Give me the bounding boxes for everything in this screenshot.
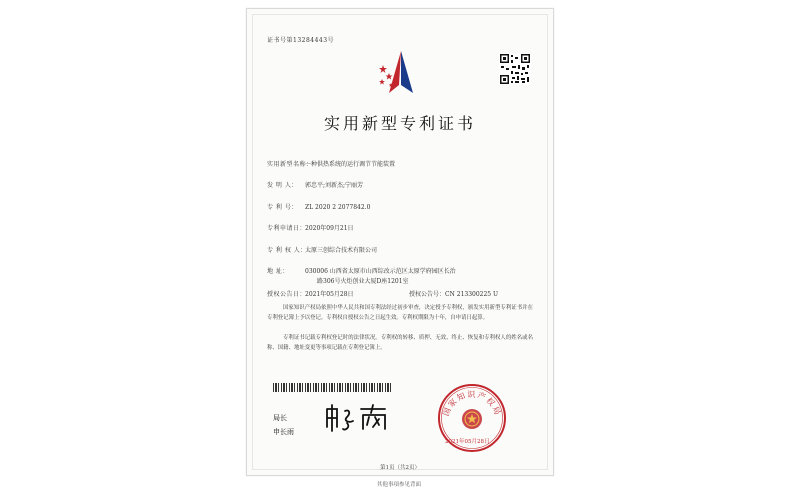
field-value: 030006 山西省太原市山西综改示范区太原学府园区长治 [305, 268, 456, 275]
cnipa-logo [375, 49, 425, 97]
field-value: 2020年09月21日 [305, 225, 354, 232]
legal-status-paragraph: 专利证书记载专利权登记时的法律状况。专利权的转移、质押、无效、终止、恢复和专利权人的姓名或名称、国籍、地址变更等事项记载在专利登记簿上。 [267, 335, 533, 351]
field-value: 太原三创综合技术有限公司 [305, 247, 378, 254]
field-label: 发 明 人： [267, 182, 298, 189]
handwritten-signature [323, 403, 393, 433]
seal-date: 2021年05月28日 [445, 439, 490, 445]
grant-paragraph: 国家知识产权局依照中华人民共和国专利法经过初步审查，决定授予专利权，颁发实用新型专利证书并在专利登记簿上予以登记。专利权自授权公告之日起生效。专利权期限为十年，自申请日起算。 [267, 305, 533, 321]
field-application-date [267, 223, 354, 232]
field-patentee [267, 245, 377, 254]
field-label: 实用新型名称： [267, 161, 313, 168]
field-label: 地 址： [267, 268, 289, 275]
field-utility-model-name [267, 159, 395, 168]
signer-role: 局长 [273, 414, 287, 422]
certificate-number: 证书号第13284443号 [267, 37, 335, 44]
field-address [267, 266, 456, 275]
field-value: 2021年05月28日 [305, 291, 354, 298]
field-grant-date [267, 289, 354, 298]
field-label: 专 利 号： [267, 204, 298, 211]
signer-name: 申长雨 [273, 428, 294, 436]
field-value: ZL 2020 2 2077842.0 [305, 204, 371, 211]
address-line-2: 路306号火炬创业大厦D座1201室 [317, 278, 409, 285]
field-value: 一种供热系统的运行调节节能装置 [305, 161, 396, 168]
field-label: 授权公告号： [409, 291, 446, 298]
field-patent-number [267, 202, 370, 211]
patent-certificate [246, 8, 554, 476]
field-value: 郭忠平;刘新杰;宁丽芳 [305, 182, 364, 189]
certificate-title: 实用新型专利证书 [323, 114, 476, 133]
field-grant-number [409, 289, 498, 298]
field-inventors [267, 180, 363, 189]
field-label: 专利申请日： [267, 225, 307, 232]
seal-text: 国家知识产权局 [441, 390, 503, 418]
field-label: 授权公告日： [267, 291, 307, 298]
field-label: 专 利 权 人： [267, 247, 307, 254]
qr-code [499, 53, 531, 85]
field-value: CN 213300225 U [445, 291, 499, 298]
barcode [273, 383, 391, 392]
back-page-note: 其他事项参见背面 [376, 482, 421, 488]
page-number: 第1页（共2页） [380, 465, 420, 471]
